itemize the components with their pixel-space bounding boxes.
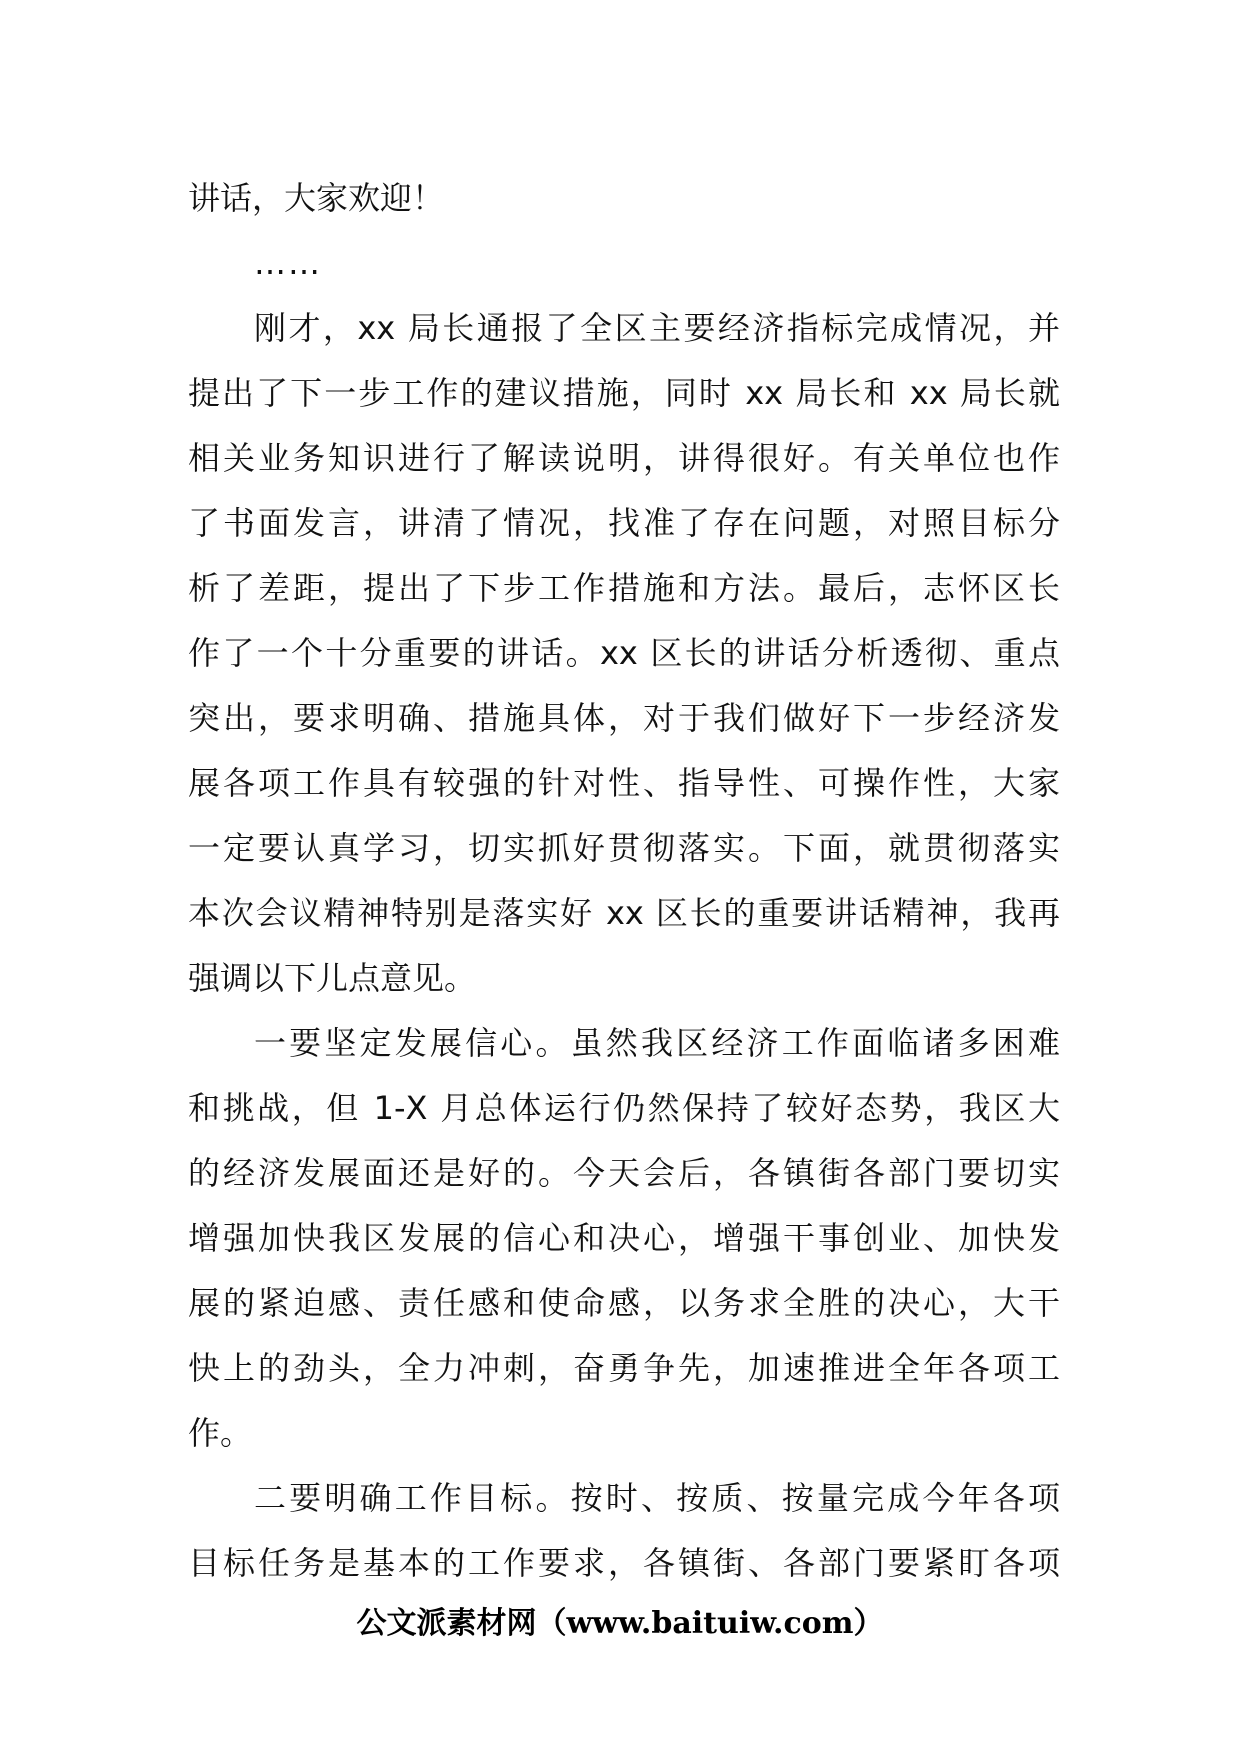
footer-watermark: 公文派素材网（www.baituiw.com） bbox=[356, 1606, 884, 1641]
text-line: 相关业务知识进行了解读说明，讲得很好。有关单位也作 bbox=[188, 439, 1060, 477]
text-line: 一定要认真学习，切实抓好贯彻落实。下面，就贯彻落实 bbox=[188, 829, 1060, 867]
text-line: 的经济发展面还是好的。今天会后，各镇街各部门要切实 bbox=[188, 1154, 1060, 1192]
ellipsis-line: …… bbox=[254, 244, 322, 282]
text-line: 析了差距，提出了下步工作措施和方法。最后，志怀区长 bbox=[188, 569, 1060, 607]
text-line: 刚才，xx 局长通报了全区主要经济指标完成情况，并 bbox=[254, 309, 1060, 347]
body-text bbox=[188, 166, 1060, 1596]
text-line: 展各项工作具有较强的针对性、指导性、可操作性，大家 bbox=[188, 764, 1060, 802]
text-line: 作。 bbox=[188, 1414, 253, 1452]
text-line: 增强加快我区发展的信心和决心，增强干事创业、加快发 bbox=[188, 1219, 1060, 1257]
text-line: 和挑战，但 1-X 月总体运行仍然保持了较好态势，我区大 bbox=[188, 1089, 1060, 1127]
text-line: 作了一个十分重要的讲话。xx 区长的讲话分析透彻、重点 bbox=[188, 634, 1060, 672]
text-line: 突出，要求明确、措施具体，对于我们做好下一步经济发 bbox=[188, 699, 1060, 737]
text-line: 二要明确工作目标。按时、按质、按量完成今年各项 bbox=[254, 1479, 1060, 1517]
text-line: 一要坚定发展信心。虽然我区经济工作面临诸多困难 bbox=[254, 1024, 1060, 1062]
text-line: 强调以下儿点意见。 bbox=[188, 959, 477, 997]
text-line: 讲话，大家欢迎！ bbox=[188, 179, 445, 217]
text-line: 了书面发言，讲清了情况，找准了存在问题，对照目标分 bbox=[188, 504, 1060, 542]
text-line: 快上的劲头，全力冲刺，奋勇争先，加速推进全年各项工 bbox=[188, 1349, 1060, 1387]
text-line: 展的紧迫感、责任感和使命感，以务求全胜的决心，大干 bbox=[188, 1284, 1060, 1322]
text-line: 目标任务是基本的工作要求，各镇街、各部门要紧盯各项 bbox=[188, 1544, 1060, 1582]
text-line: 提出了下一步工作的建议措施，同时 xx 局长和 xx 局长就 bbox=[188, 374, 1060, 412]
text-line: 本次会议精神特别是落实好 xx 区长的重要讲话精神，我再 bbox=[188, 894, 1060, 932]
